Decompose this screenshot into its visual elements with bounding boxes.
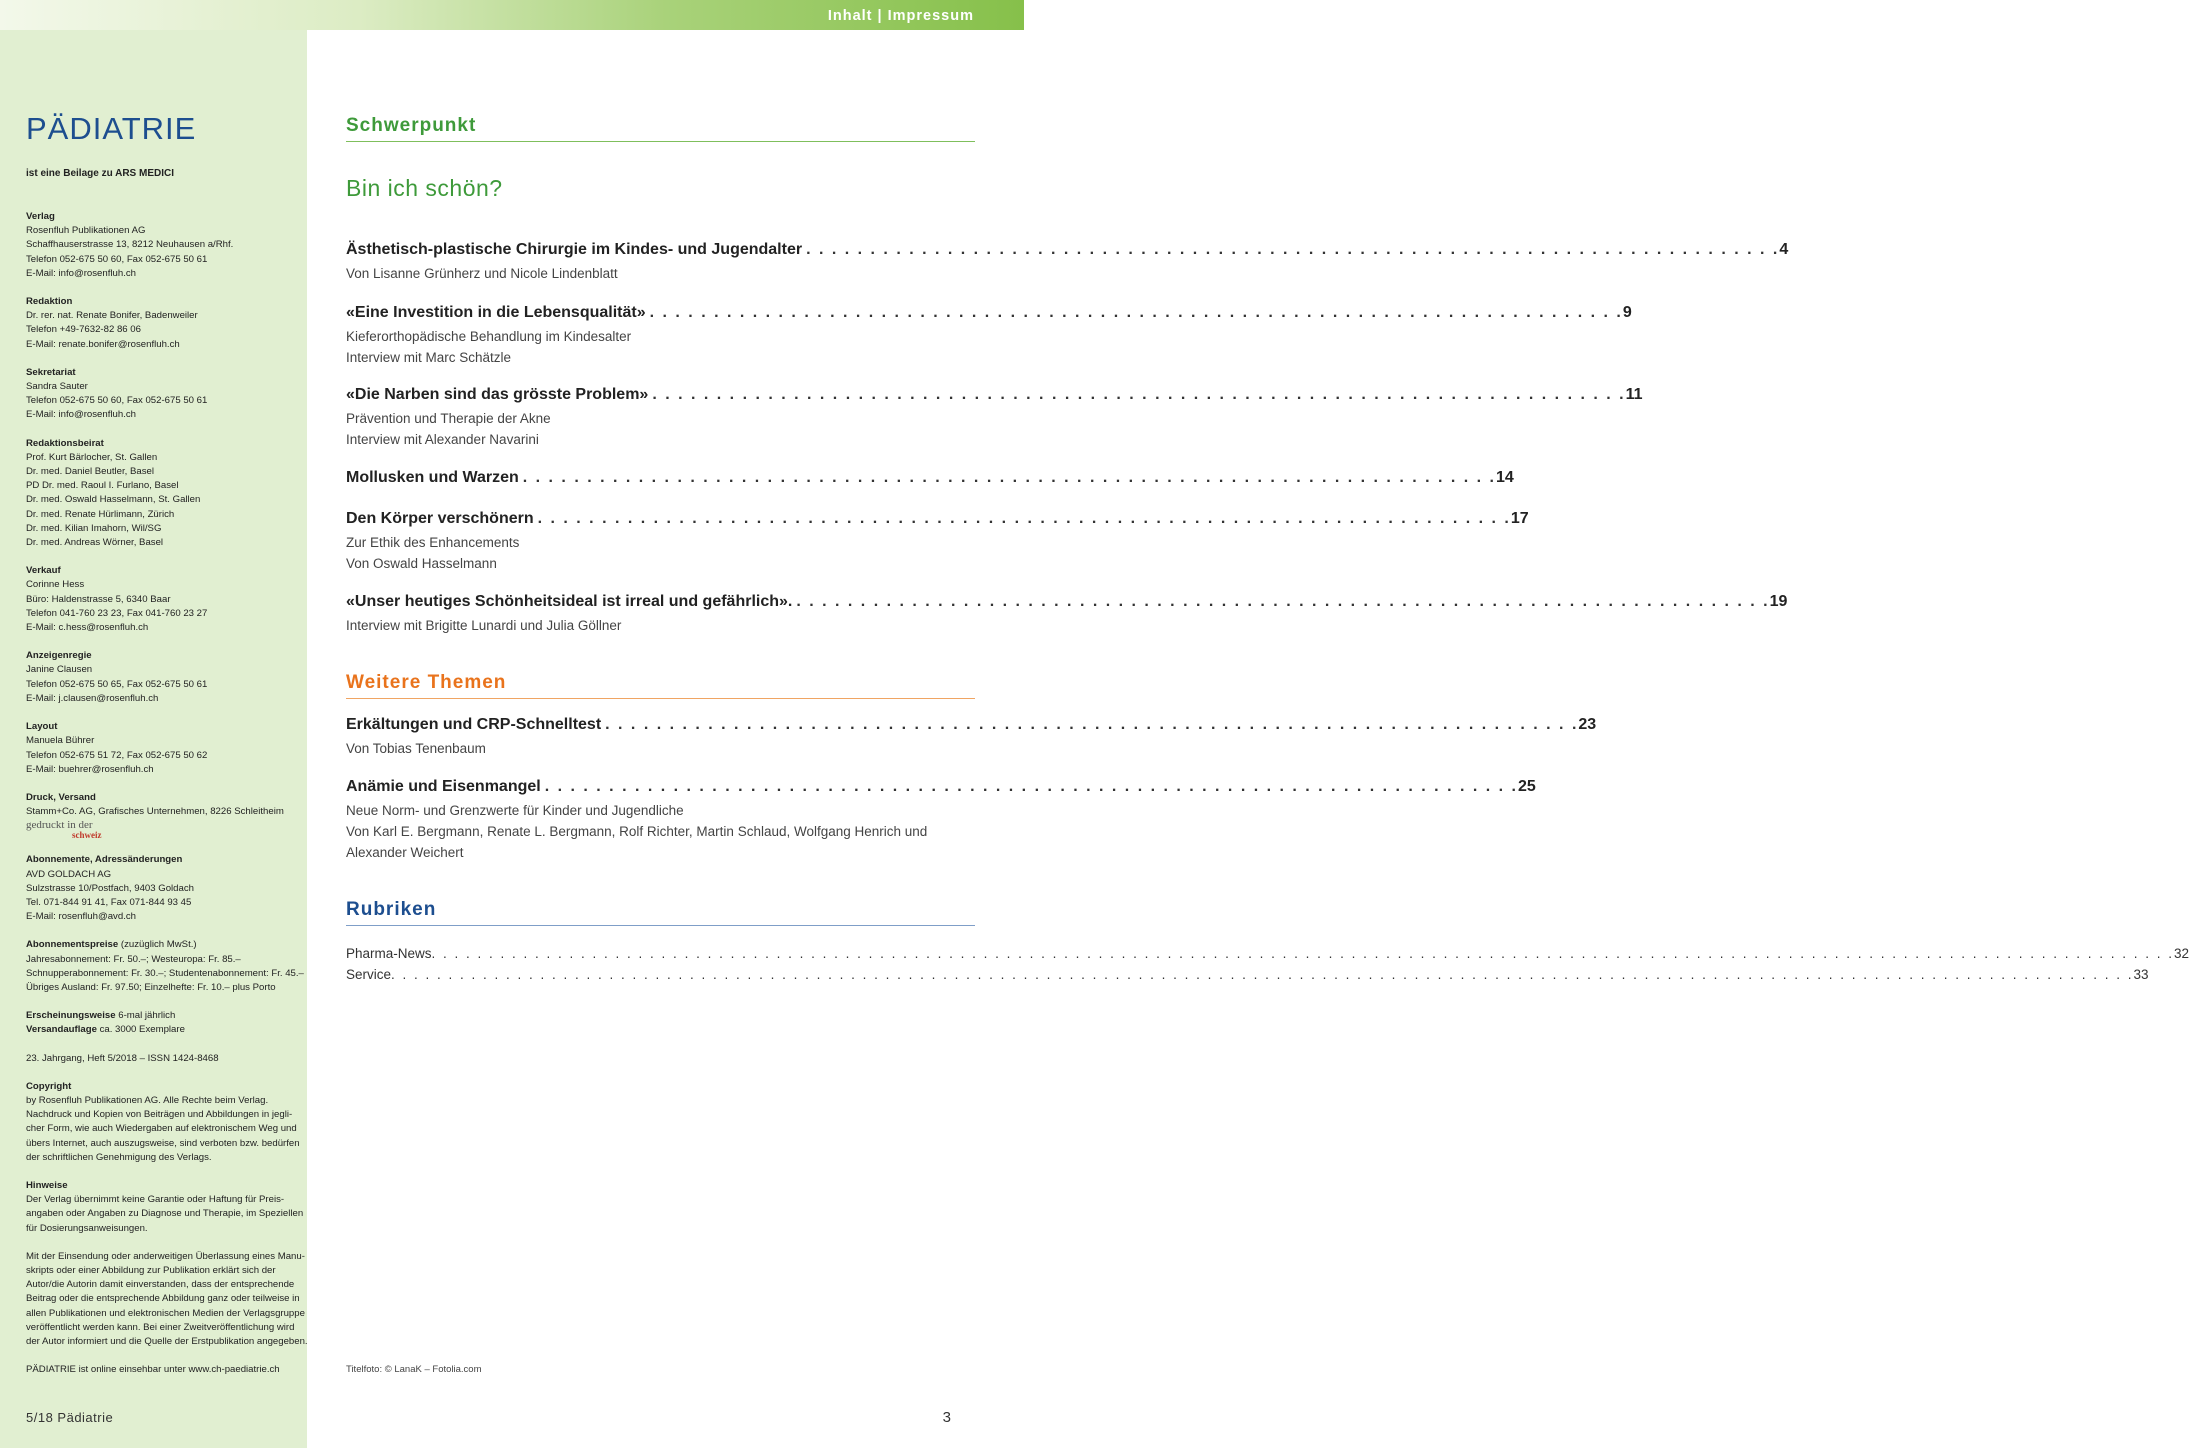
section-label: Inhalt | Impressum	[827, 8, 974, 24]
toc-entry	[346, 469, 1514, 491]
section-heading-schwerpunkt: Schwerpunkt	[346, 115, 975, 142]
block-title: Hinweise	[26, 1179, 68, 1191]
gedruckt-in-der-schweiz-logo: gedruckt in der schweiz	[26, 819, 102, 841]
block-line: Sandra Sauter	[26, 381, 88, 393]
photo-credit: Titelfoto: © LanaK – Fotolia.com	[346, 1364, 482, 1375]
leader-dots: . . . . . . . . . . . . . . . . . . . . . . . . . . . . . . . . . . . . . . . . . . . . . . . . . . . . . . . . . . . . . . . . . . . . . . . . . . . .	[605, 716, 1579, 733]
toc-entry	[346, 241, 1789, 284]
block-line: PD Dr. med. Raoul I. Furlano, Basel	[26, 480, 179, 492]
toc-entry-title: Erkältungen und CRP-Schnelltest	[346, 716, 602, 733]
block-line: allen Publikationen und elektronischen Medien der Verlagsgruppe	[26, 1307, 305, 1319]
rubrik-entry	[346, 967, 2149, 982]
toc-page-number: 14	[1496, 469, 1514, 486]
online-note: PÄDIATRIE ist online einsehbar unter www.ch-paediatrie.ch	[26, 1364, 280, 1376]
table-of-contents	[346, 0, 2189, 1448]
block-line: Telefon 052-675 50 60, Fax 052-675 50 61	[26, 395, 208, 407]
toc-entry-subtitle: Von Oswald Hasselmann	[346, 556, 497, 571]
rubrik-page-number: 33	[2133, 967, 2149, 982]
toc-entry	[346, 593, 1788, 636]
block-line: E-Mail: j.clausen@rosenfluh.ch	[26, 692, 159, 704]
block-line: Schaffhauserstrasse 13, 8212 Neuhausen a/Rhf.	[26, 239, 234, 251]
leader-dots: . . . . . . . . . . . . . . . . . . . . . . . . . . . . . . . . . . . . . . . . . . . . . . . . . . . . . . . . . . . . . . . . . . . . . . . . . . . .	[649, 304, 1623, 321]
jahrgang-line: 23. Jahrgang, Heft 5/2018 – ISSN 1424-8468	[26, 1052, 219, 1064]
toc-entry-subtitle: Von Tobias Tenenbaum	[346, 741, 486, 756]
leader-dots: . . . . . . . . . . . . . . . . . . . . . . . . . . . . . . . . . . . . . . . . . . . . . . . . . . . . . . . . . . . . . . . . . . . . . . . . . . . .	[544, 778, 1518, 795]
block-line: veröffentlicht werden kann. Bei einer Zweitveröffentlichung wird	[26, 1321, 295, 1333]
block-title: Redaktion	[26, 296, 73, 308]
block-line: E-Mail: info@rosenfluh.ch	[26, 267, 136, 279]
block-line: Telefon 052-675 50 60, Fax 052-675 50 61	[26, 253, 208, 265]
rubrik-title: Service	[346, 967, 392, 982]
toc-entry-title: Anämie und Eisenmangel	[346, 778, 541, 795]
toc-entry-row	[346, 386, 1643, 408]
block-title: Druck, Versand	[26, 791, 96, 803]
block-line: Janine Clausen	[26, 664, 93, 676]
block-line: Sulzstrasse 10/Postfach, 9403 Goldach	[26, 882, 194, 894]
toc-entry-row	[346, 778, 1536, 800]
block-line: E-Mail: rosenfluh@avd.ch	[26, 911, 136, 923]
toc-page-number: 11	[1625, 386, 1643, 403]
toc-page-number: 25	[1517, 778, 1536, 795]
impressum-blocks	[26, 210, 308, 1391]
block-line: Manuela Bührer	[26, 735, 95, 747]
leader-dots: . . . . . . . . . . . . . . . . . . . . . . . . . . . . . . . . . . . . . . . . . . . . . . . . . . . . . . . . . . . . . . . . . . . . . . . . . . . .	[522, 469, 1496, 486]
block-line: cher Form, wie auch Wiedergaben auf elektronischem Weg und	[26, 1123, 297, 1135]
toc-entry-subtitle: Prävention und Therapie der Akne	[346, 411, 551, 426]
toc-entry-subtitle: Zur Ethik des Enhancements	[346, 535, 520, 550]
block-line: Büro: Haldenstrasse 5, 6340 Baar	[26, 593, 171, 605]
impressum-block	[26, 649, 302, 706]
block-line: Dr. rer. nat. Renate Bonifer, Badenweiler	[26, 310, 198, 322]
magazine-logo: PÄDIATRIE	[26, 111, 197, 146]
toc-entry-title: «Die Narben sind das grösste Problem»	[346, 386, 649, 403]
erscheinungsweise: Erscheinungsweise 6-mal jährlich	[26, 1010, 176, 1022]
block-line: by Rosenfluh Publikationen AG. Alle Rechte beim Verlag.	[26, 1094, 269, 1106]
toc-entry-subtitle: Interview mit Marc Schätzle	[346, 350, 512, 365]
toc-page-number: 19	[1769, 593, 1788, 610]
beilage-note: ist eine Beilage zu ARS MEDICI	[26, 168, 174, 179]
toc-entry-row	[346, 304, 1632, 326]
block-line: Mit der Einsendung oder anderweitigen Überlassung eines Manu-	[26, 1250, 305, 1262]
rubrik-page-number: 32	[2174, 946, 2189, 961]
block-line: E-Mail: c.hess@rosenfluh.ch	[26, 622, 149, 634]
impressum-sidebar	[0, 30, 307, 1448]
block-line: skripts oder einer Abbildung zur Publikation erklärt sich der	[26, 1264, 276, 1276]
rubrik-entry	[346, 946, 2189, 961]
block-line: Jahresabonnement: Fr. 50.–; Westeuropa: Fr. 85.–	[26, 953, 241, 965]
leader-dots: . . . . . . . . . . . . . . . . . . . . . . . . . . . . . . . . . . . . . . . . . . . . . . . . . . . . . . . . . . . . . . . . . . . . . . . . . . . . . . . . . . . . . . . . . . . . . . . . . . . . . . . . . . . . . . . . . . . . . . . . . . . . . . . . . . . . . . . . . . . . . . . . . . . . . . . .	[431, 946, 2175, 961]
page-number: 3	[942, 1409, 951, 1426]
toc-entry-subtitle: Von Lisanne Grünherz und Nicole Lindenblatt	[346, 266, 618, 281]
impressum-block-druck	[26, 791, 302, 839]
toc-entry-title: «Unser heutiges Schönheitsideal ist irreal und gefährlich».	[346, 593, 793, 610]
impressum-block	[26, 564, 302, 635]
leader-dots: . . . . . . . . . . . . . . . . . . . . . . . . . . . . . . . . . . . . . . . . . . . . . . . . . . . . . . . . . . . . . . . . . . . . . . . . . . . .	[806, 241, 1780, 258]
block-line: Übriges Ausland: Fr. 97.50; Einzelhefte: Fr. 10.– plus Porto	[26, 981, 276, 993]
toc-entry-row	[346, 469, 1514, 491]
section-heading-weitere-themen: Weitere Themen	[346, 672, 975, 699]
impressum-block	[26, 295, 302, 352]
block-line: übers Internet, auch auszugsweise, sind verboten bzw. bedürfen	[26, 1137, 300, 1149]
block-line: der schriftlichen Genehmigung des Verlags.	[26, 1151, 212, 1163]
leader-dots: . . . . . . . . . . . . . . . . . . . . . . . . . . . . . . . . . . . . . . . . . . . . . . . . . . . . . . . . . . . . . . . . . . . . . . . . . . . .	[796, 593, 1770, 610]
impressum-block	[26, 720, 302, 777]
block-line: Telefon 052-675 51 72, Fax 052-675 50 62	[26, 749, 208, 761]
block-line: Dr. med. Renate Hürlimann, Zürich	[26, 508, 175, 520]
toc-entry-title: Mollusken und Warzen	[346, 469, 519, 486]
block-line: Telefon 041-760 23 23, Fax 041-760 23 27	[26, 607, 208, 619]
toc-page-number: 4	[1779, 241, 1789, 258]
toc-page-number: 9	[1622, 304, 1632, 321]
toc-entry	[346, 510, 1529, 574]
rubrik-title: Pharma-News	[346, 946, 432, 961]
block-line: Nachdruck und Kopien von Beiträgen und Abbildungen in jegli-	[26, 1109, 293, 1121]
leader-dots: . . . . . . . . . . . . . . . . . . . . . . . . . . . . . . . . . . . . . . . . . . . . . . . . . . . . . . . . . . . . . . . . . . . . . . . . . . . . . . . . . . . . . . . . . . . . . . . . . . . . . . . . . . . . . . . . . . . . . . . . . . . . . . . . . . . . . . . . . . . . . . . . . . . . . . . .	[391, 967, 2134, 982]
toc-entry	[346, 304, 1632, 368]
versandauflage: Versandauflage ca. 3000 Exemplare	[26, 1024, 185, 1036]
impressum-block-copyright	[26, 1080, 302, 1165]
toc-entry	[346, 778, 1536, 863]
toc-entry-title: Ästhetisch-plastische Chirurgie im Kindes- und Jugendalter	[346, 241, 803, 258]
impressum-block	[26, 437, 302, 551]
block-line: Tel. 071-844 91 41, Fax 071-844 93 45	[26, 896, 192, 908]
toc-entry-row	[346, 510, 1529, 532]
impressum-block-hinweise	[26, 1179, 302, 1236]
focus-title: Bin ich schön?	[346, 175, 503, 201]
toc-entry	[346, 716, 1597, 759]
block-line: Autor/die Autorin damit einverstanden, dass der entsprechende	[26, 1279, 295, 1291]
leader-dots: . . . . . . . . . . . . . . . . . . . . . . . . . . . . . . . . . . . . . . . . . . . . . . . . . . . . . . . . . . . . . . . . . . . . . . . . . . . .	[652, 386, 1626, 403]
block-title: Verkauf	[26, 565, 61, 577]
block-title: Abonnementspreise (zuzüglich MwSt.)	[26, 939, 197, 951]
block-line: Prof. Kurt Bärlocher, St. Gallen	[26, 451, 158, 463]
block-line: E-Mail: buehrer@rosenfluh.ch	[26, 763, 154, 775]
impressum-block	[26, 853, 302, 924]
toc-entry	[346, 386, 1643, 450]
toc-page-number: 17	[1510, 510, 1529, 527]
block-title: Sekretariat	[26, 366, 76, 378]
block-line: Telefon +49-7632-82 86 06	[26, 324, 141, 336]
block-title: Layout	[26, 721, 58, 733]
impressum-block	[26, 210, 302, 281]
toc-page-number: 23	[1578, 716, 1597, 733]
leader-dots: . . . . . . . . . . . . . . . . . . . . . . . . . . . . . . . . . . . . . . . . . . . . . . . . . . . . . . . . . . . . . . . . . . . . . . . . . . . .	[537, 510, 1511, 527]
block-line: für Dosierungsanweisungen.	[26, 1222, 148, 1234]
block-title: Redaktionsbeirat	[26, 437, 104, 449]
toc-entry-subtitle: Von Karl E. Bergmann, Renate L. Bergmann, Rolf Richter, Martin Schlaud, Wolfgang Henrich und Alexander Weichert	[346, 824, 928, 860]
toc-entry-subtitle: Interview mit Alexander Navarini	[346, 432, 539, 447]
block-line: Beitrag oder die entsprechende Abbildung ganz oder teilweise in	[26, 1293, 300, 1305]
block-line: Dr. med. Daniel Beutler, Basel	[26, 466, 154, 478]
block-line: AVD GOLDACH AG	[26, 868, 112, 880]
block-line: E-Mail: renate.bonifer@rosenfluh.ch	[26, 338, 180, 350]
block-title: Copyright	[26, 1080, 72, 1092]
toc-entry-row	[346, 716, 1597, 738]
impressum-block-preise	[26, 938, 302, 995]
block-line: Schnupperabonnement: Fr. 30.–; Studentenabonnement: Fr. 45.–	[26, 967, 304, 979]
block-line: E-Mail: info@rosenfluh.ch	[26, 409, 136, 421]
block-line: Rosenfluh Publikationen AG	[26, 225, 146, 237]
block-title: Verlag	[26, 211, 55, 222]
toc-entry-subtitle: Kieferorthopädische Behandlung im Kindesalter	[346, 329, 632, 344]
impressum-block	[26, 366, 302, 423]
toc-entry-subtitle: Neue Norm- und Grenzwerte für Kinder und Jugendliche	[346, 803, 684, 818]
toc-entry-subtitle: Interview mit Brigitte Lunardi und Julia Göllner	[346, 618, 622, 633]
impressum-block-einsendung	[26, 1250, 308, 1349]
toc-entry-title: Den Körper verschönern	[346, 510, 534, 527]
impressum-block-erscheinung	[26, 1009, 302, 1037]
block-line: Corinne Hess	[26, 579, 85, 591]
block-line: Der Verlag übernimmt keine Garantie oder Haftung für Preis-	[26, 1194, 285, 1206]
page-footer-issue: 5/18 Pädiatrie	[26, 1410, 114, 1425]
block-title: Anzeigenregie	[26, 650, 92, 662]
block-line: der Autor informiert und die Quelle der Erstpublikation angegeben.	[26, 1336, 308, 1347]
block-line: Dr. med. Kilian Imahorn, Wil/SG	[26, 522, 162, 534]
block-line: angaben oder Angaben zu Diagnose und Therapie, im Speziellen	[26, 1208, 304, 1220]
toc-entry-title: «Eine Investition in die Lebensqualität»	[346, 304, 646, 321]
block-line: Dr. med. Oswald Hasselmann, St. Gallen	[26, 494, 201, 506]
toc-entry-row	[346, 593, 1788, 615]
block-line: Stamm+Co. AG, Grafisches Unternehmen, 8226 Schleitheim	[26, 806, 284, 818]
block-line: Dr. med. Andreas Wörner, Basel	[26, 537, 164, 549]
section-heading-rubriken: Rubriken	[346, 899, 975, 926]
toc-entry-row	[346, 241, 1789, 263]
block-line: Telefon 052-675 50 65, Fax 052-675 50 61	[26, 678, 208, 690]
block-title: Abonnemente, Adressänderungen	[26, 854, 183, 866]
